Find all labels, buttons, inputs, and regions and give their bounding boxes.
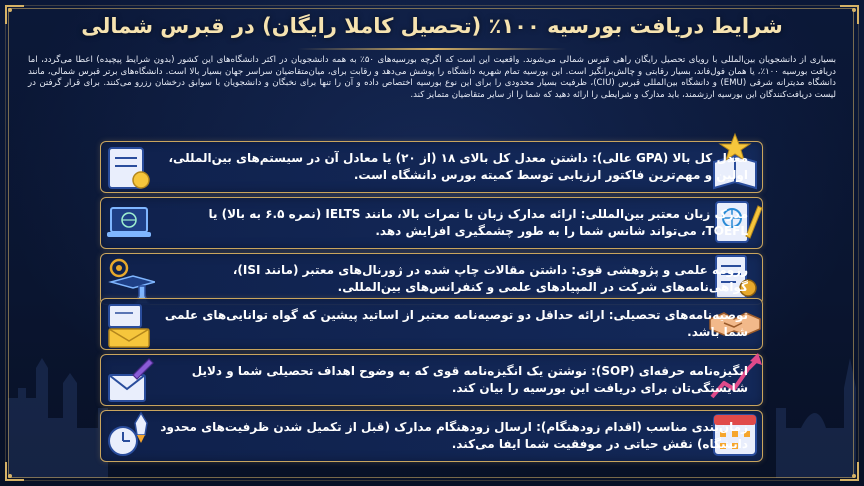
corner-ornament-icon bbox=[838, 460, 860, 482]
laptop-globe-icon bbox=[103, 196, 155, 252]
requirement-text: انگیزه‌نامه حرفه‌ای (SOP): نوشتن یک انگیزه‌نامه قوی که به وضوح اهداف تحصیلی شما و دلایل شایستگی‌تان برای دریافت این بورسیه را بیان کند. bbox=[191, 364, 748, 395]
requirement-card-sop bbox=[100, 354, 763, 406]
clock-rocket-icon bbox=[103, 409, 155, 465]
requirement-text: معدل کل بالا (GPA عالی): داشتن معدل کل بالای ۱۸ (از ۲۰) یا معادل آن در سیستم‌های بین‌المللی، اولین و مهم‌ترین فاکتور ارزیابی توسط کمیته بورس دانشگاه است. bbox=[168, 151, 748, 182]
letter-writing-icon bbox=[103, 353, 155, 409]
requirement-card-recommendation bbox=[100, 298, 763, 350]
page-title: شرایط دریافت بورسیه ۱۰۰٪ (تحصیل کاملا رایگان) در قبرس شمالی bbox=[81, 14, 783, 38]
recommendation-letter-icon bbox=[103, 297, 155, 353]
requirement-text: رزومه علمی و پژوهشی قوی: داشتن مقالات چاپ شده در ژورنال‌های معتبر (مانند ISI)، گواهی‌نامه‌های شرکت در المپیادهای علمی و کنفرانس‌های بین‌المللی. bbox=[232, 263, 748, 294]
requirement-card-timing bbox=[100, 410, 763, 462]
requirement-card-gpa bbox=[100, 141, 763, 193]
corner-ornament-icon bbox=[4, 460, 26, 482]
requirement-card-language bbox=[100, 197, 763, 249]
title-divider bbox=[297, 48, 567, 50]
requirement-text: زمان‌بندی مناسب (اقدام زودهنگام): ارسال زودهنگام مدارک (قبل از تکمیل شدن ظرفیت‌های محدود دانشگاه) نقش حیاتی در موفقیت شما ایفا می‌کند. bbox=[160, 420, 748, 451]
certificate-icon bbox=[103, 140, 155, 196]
requirement-text: مدرک زبان معتبر بین‌المللی: ارائه مدارک زبان با نمرات بالا، مانند IELTS (نمره ۶.۵ به بالا) یا TOEFL، می‌تواند شانس شما را به طور چشمگیری افزایش دهد. bbox=[208, 207, 748, 238]
intro-paragraph: بسیاری از دانشجویان بین‌المللی با رویای تحصیل رایگان راهی قبرس شمالی می‌شوند. واقعیت این است که اگرچه بورسیه‌های ۵۰٪ به همه دانشجویان در اکثر دانشگاه‌های این کشور (بدون شرایط پیچیده) اعطا می‌گردد، اما دریافت بورسیه ۱۰۰٪، یا همان فول‌فاند، بسیار رقابتی و چالش‌برانگیز است. این بورسیه تمام شهریه دانشگاه را پوشش می‌دهد و رقابت برای، میان‌متقاضیان سراسر جهان بسیار بالا است. دانشگاه‌های برتر قبرس شمالی، مانند دانشگاه مدیترانه شرقی (EMU) و دانشگاه بین‌المللی قبرس (CIU)، ظرفیت بسیار محدودی را برای این نوع بورسیه اختصاص داده و آن را تنها برای نخبگان و دانشجویان با سوابق درخشان رزرو می‌کنند. برای قرار گرفتن در لیست دریافت‌کنندگان این بورسیه ارزشمند، باید مدارک و شرایطی را ارائه دهید که شما را از سایر متقاضیان متمایز کند. bbox=[28, 55, 837, 100]
requirement-text: توصیه‌نامه‌های تحصیلی: ارائه حداقل دو توصیه‌نامه معتبر از اساتید پیشین که گواه توانایی‌های علمی شما باشد. bbox=[164, 308, 748, 339]
